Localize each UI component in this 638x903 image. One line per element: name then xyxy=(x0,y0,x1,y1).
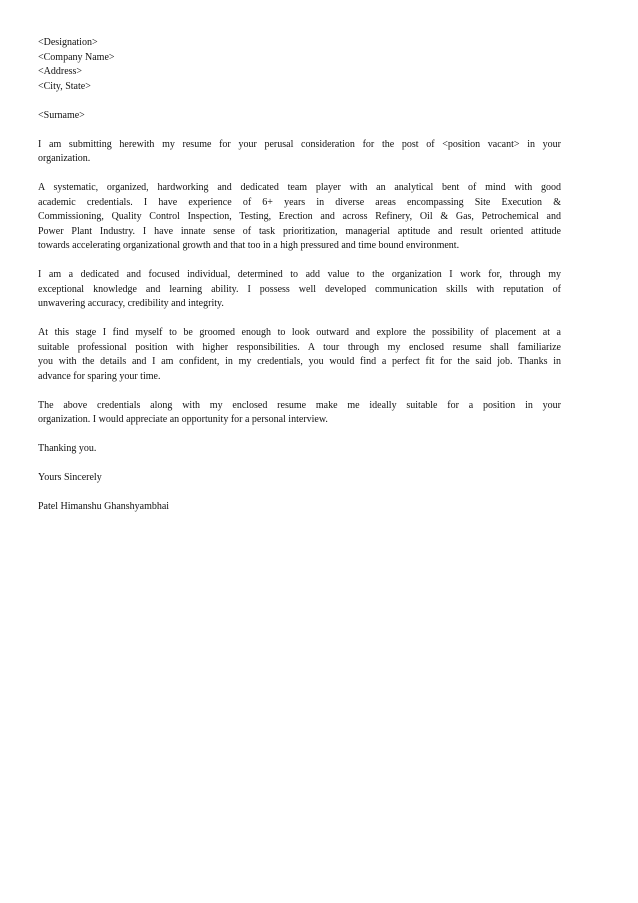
paragraph-line: advance for sparing your time. xyxy=(38,370,161,382)
paragraph-line: exceptional knowledge and learning ability. I possess well developed communication skills with reputation of xyxy=(38,283,561,295)
paragraph-line: Power Plant Industry. I have innate sense of task prioritization, managerial aptitude and result oriented attitude xyxy=(38,225,561,237)
paragraph-line: At this stage I find myself to be groomed enough to look outward and explore the possibility of placement at a xyxy=(38,327,561,338)
signature-line xyxy=(38,500,561,515)
paragraph-placement xyxy=(38,326,561,384)
paragraph-line: Commissioning, Quality Control Inspection, Testing, Erection and across Refinery, Oil & Gas, Petrochemical and xyxy=(38,211,561,222)
paragraph-line: organization. I would appreciate an opportunity for a personal interview. xyxy=(38,414,328,425)
recipient-company: <Company Name> xyxy=(38,51,115,63)
paragraph-line: academic credentials. I have experience of 6+ years in diverse areas encompassing Site Execution & xyxy=(38,196,561,208)
paragraph-intro xyxy=(38,138,561,167)
paragraph-skills xyxy=(38,268,561,312)
letter-page xyxy=(38,36,561,529)
paragraph-line: unwavering accuracy, credibility and integrity. xyxy=(38,298,224,309)
recipient-city-state: <City, State> xyxy=(38,80,91,92)
paragraph-line: towards accelerating organizational growth and that too in a high pressured and time bound environment. xyxy=(38,240,460,251)
recipient-address-block xyxy=(38,36,561,94)
closing-line xyxy=(38,471,561,486)
paragraph-line: I am submitting herewith my resume for your perusal consideration for the post of <position vacant> in your xyxy=(38,138,561,150)
thanks-text: Thanking you. xyxy=(38,443,97,454)
closing-text: Yours Sincerely xyxy=(38,472,102,483)
paragraph-experience xyxy=(38,181,561,254)
paragraph-line: The above credentials along with my enclosed resume make me ideally suitable for a position in your xyxy=(38,399,561,411)
paragraph-line: suitable professional position with higher responsibilities. A tour through my enclosed resume shall familiarize xyxy=(38,341,561,353)
paragraph-closing xyxy=(38,399,561,428)
paragraph-line: you with the details and I am confident, in my credentials, you would find a perfect fit for the said job. Thanks in xyxy=(38,356,561,367)
salutation-text: <Surname> xyxy=(38,109,85,121)
recipient-address: <Address> xyxy=(38,66,83,77)
thanks-line xyxy=(38,442,561,457)
paragraph-line: I am a dedicated and focused individual, determined to add value to the organization I work for, through my xyxy=(38,269,561,280)
signature-name: Patel Himanshu Ghanshyambhai xyxy=(38,501,170,512)
recipient-designation: <Designation> xyxy=(38,37,98,48)
salutation xyxy=(38,109,561,124)
paragraph-line: A systematic, organized, hardworking and dedicated team player with an analytical bent of mind with good xyxy=(38,182,561,193)
paragraph-line: organization. xyxy=(38,153,91,164)
